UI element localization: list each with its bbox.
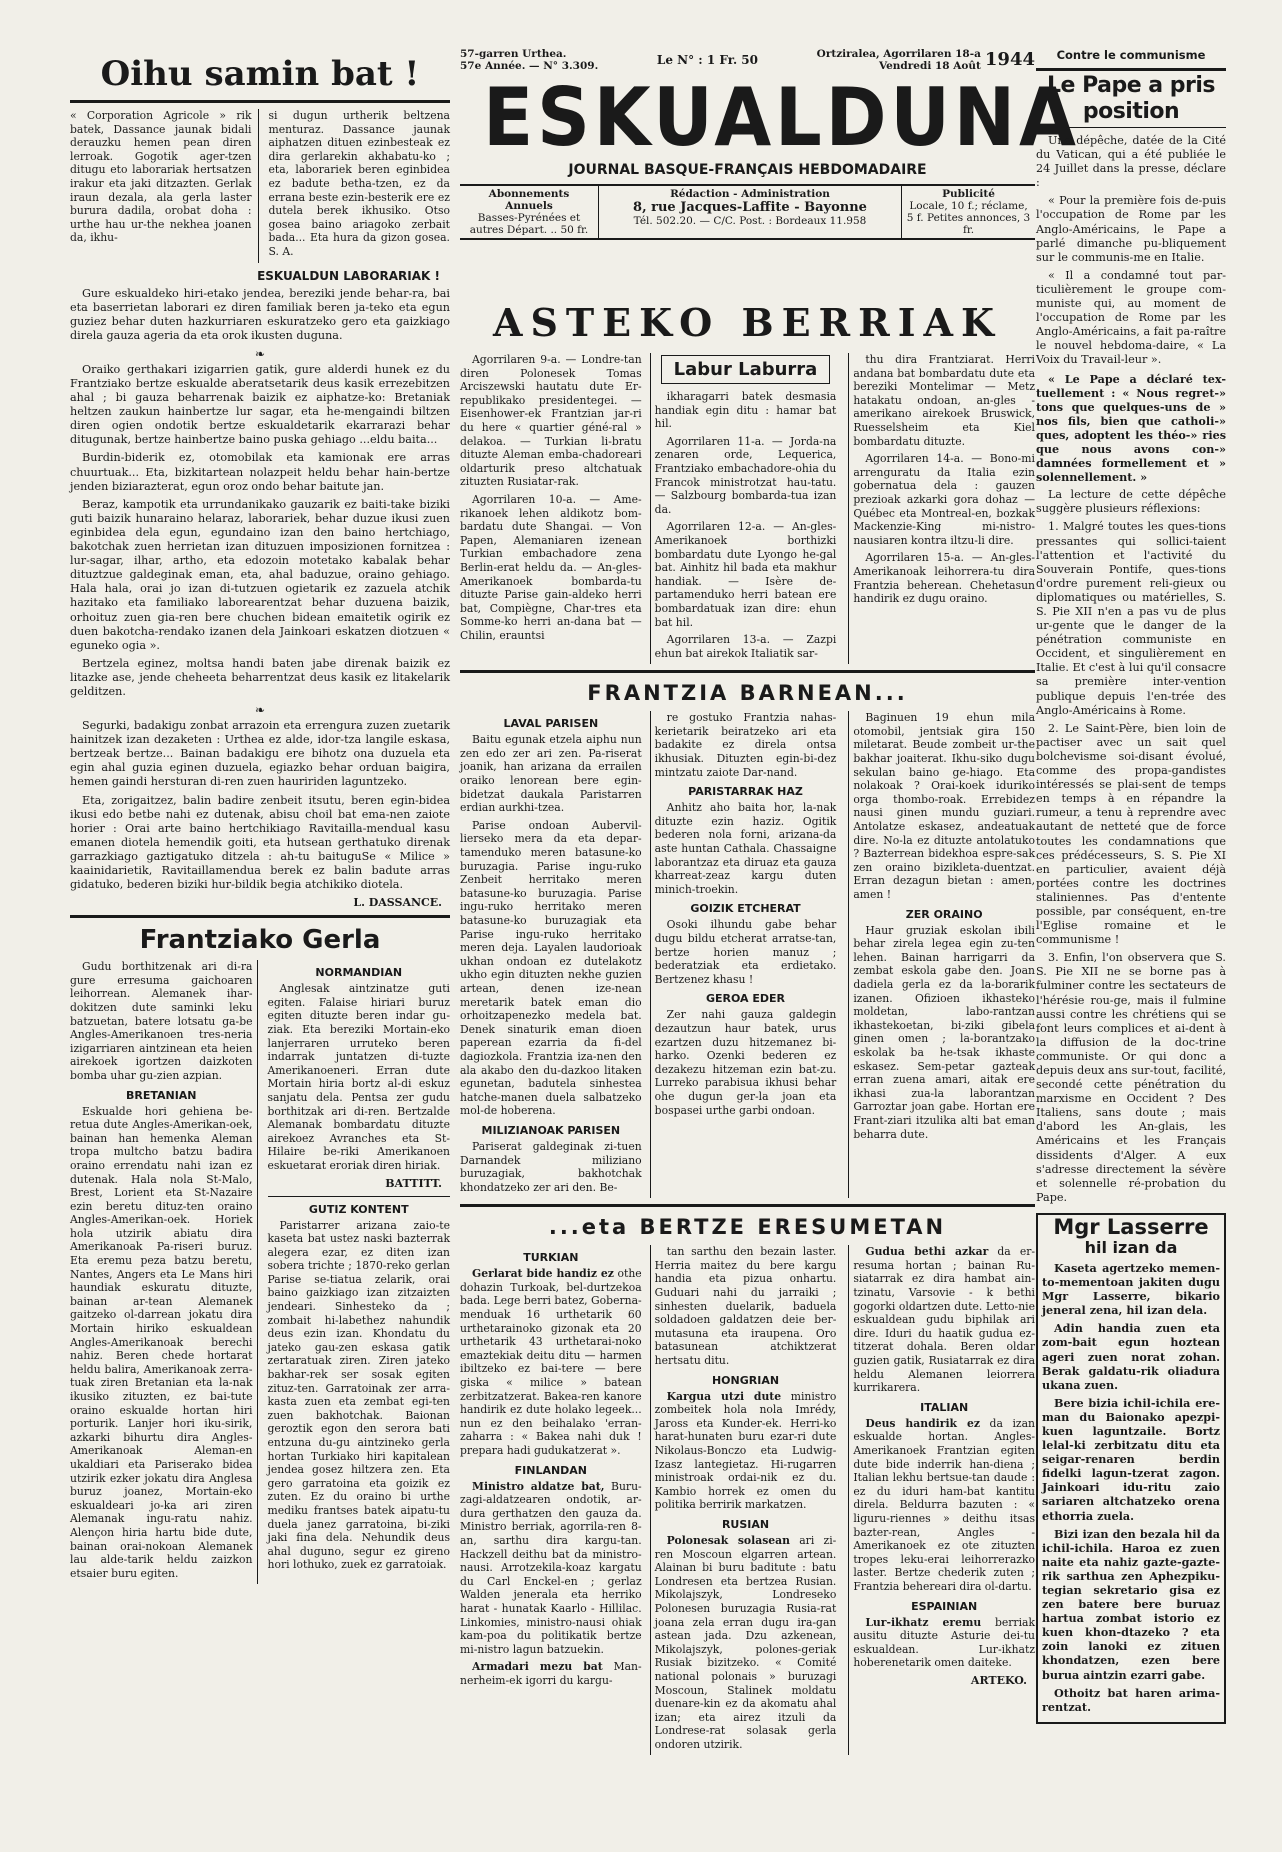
divider <box>460 670 1035 673</box>
lasserre-box <box>1036 1213 1226 1724</box>
oihu-intro-b: si dugun urtherik beltzena menturaz. Dassance jaunak aiphatzen dituen ezinbesteak ez dira gerlarekin akhabatu-ko ; eta, laborariek beren eginbidea ez badute betha-tzen, ez da errana beste ezin-besterik ere ez dutela berek ikhusiko. Otso gosea baino ariagoko zerbait bada... Eta hura da gizon gosea. S. A. <box>268 109 450 258</box>
oihu-p3: Burdin-biderik ez, otomobilak eta kamionak ere arras chuurtuak... Eta, bizkitartean nolazpeit heldu behar hain-bertze jenden biziarazterat, egun oroz ondo behar baitute jan. <box>70 451 450 493</box>
frantzia-c2: re gostuko Frantzia nahas-kerietarik beiratzeko ari eta badakite ez direla ontsa ikhusiak. Dituzten egin-bi-dez mintzatu zaiote Dar-nand. <box>654 711 837 779</box>
asteko-c3b: Agorrilaren 14-a. — Bono-mi arrenguratu da Italia ezin gobernatua dela : gauzen prezioak azkarki gora dohaz — Québec eta Montreal-en, bozkak Mackenzie-King mi-nistro-nausiaren kontra iltzu-li dire. <box>853 452 1036 547</box>
gudua-lead: Gudua bethi azkar <box>865 1245 989 1259</box>
oihu-p7: Eta, zorigaitzez, balin badire zenbeit itsutu, beren egin-bidea ikusi edo betbe nahi ez dutenak, abisu choil bat ema-nen zaiote horier : Orai arte baino hertchikiago Ravitailla-mendual kasu emanen diotela hemendik goiti, eta hutsean gerthatuko direnak garrazkiago gaztigatuko ditzela : ah-tu baituguSe « Milice » kaainidarietik, Ravitaillamendua berek ez balin badute arras gidatuko, bederen biziki hur-bildik begia atchikiko diotela. <box>70 793 450 892</box>
subscriptions-text: Basses-Pyrénées et autres Départ. .. 50 fr. <box>469 212 589 236</box>
divider <box>460 1204 1035 1207</box>
editorial-phone: Tél. 502.20. — C/C. Post. : Bordeaux 11.958 <box>633 215 867 227</box>
asteko-berriak-title: ASTEKO BERRIAK <box>492 300 1003 345</box>
bretanian-text: Eskualde hori gehiena be-retua dute Angles-Amerikan-oek, bainan han hemenka Aleman tropa multcho batzu badira oraino errendatu nahi izan ez dutenak. Hala nola St-Malo, Brest, Lorient eta St-Nazaire ezin beretu dituz-ten oraino Angles-Amerikan-oek. Horiek hola utzirik abiatu dira Amerikanoak Pa-riseri buruz. Eta eremu peza batzu beretu, Nantes, Angers eta Le Mans hiri haundiak eskuratu dituzte, bainan ar-tean Alemanek gaitzeko ol-darrean jokatu dira Mortain hiriko eskualdean Angles-Amerikanoak berechi nahiz. Beren chede hortarat heldu balira, Amerikanoak zerra-tuak ziren Bretanian eta la-nak ikusiko zituzten, ez bai-tute oraino eskualde hortan hiri porturik. Lanjer hori iku-sirik, azkarki bihurtu dira Angles-Amerikanoak Aleman-en ukaldiari eta Pariserako bidea utzirik ezker jokatu dira Anglesa buruz joanez, Mortain-eko eskualdeari jo-ka ari ziren Alemanak ingu-ratu nahiz. Alençon hiria hartu bide dute, bainan orai-nokoan Alemanek lau alde-tarik heldu zaizkon etsaier buru egiten. <box>70 1104 253 1580</box>
turkian-text: othe dohazin Turkoak, bel-durtzekoa bada. Lege berri batez, Goberna-menduak 16 urthetarik 60 urthetarainoko gizonak eta 20 urthetarik 43 urthetarai-noko emaztekiak deitu ditu — harmen ibiltzeko ez bai-tere — bere giska « milice » batean zerbitzatzerat. Bakea-ren kanore handirik ez dute holako legeek... nun ez den beihalako 'erran-zaharra : « Bakea nahi duk ! prepara hadi gudukatzerat ». <box>460 1267 642 1457</box>
bertze-c2: tan sarthu den bezain laster. Herria maitez du bere kargu handia eta pizua onhartu. Guduari nahi du jarraiki ; sinhesten duelarik, baduela soldadoen galdatzen deie ber-mutasuna eta iraupena. Oro batasunean atchiktzerat hertsatu ditu. <box>654 1245 837 1368</box>
dassance-signature: L. DASSANCE. <box>353 896 442 910</box>
milizianoak-head: MILIZIANOAK PARISEN <box>481 1123 621 1137</box>
zer-oraino-head: ZER ORAINO <box>905 907 983 921</box>
italian-lead: Deus handirik ez <box>865 1416 980 1430</box>
geroa-eder-head: GEROA EDER <box>705 992 786 1006</box>
pape-p5: La lecture de cette dépêche suggère plusieurs réflexions: <box>1036 488 1226 516</box>
pape-p3: « Il a condamné tout par-ticulièrement le groupe com-muniste qui, au moment de l'occupation de Rome par les Anglo-Américains, a fait pa-raître le nouvel hebdoma-daire, « La Voix du Travail-leur ». <box>1036 268 1226 367</box>
issue-info <box>460 48 598 72</box>
lasserre-title: Mgr Lasserre <box>1053 1214 1209 1239</box>
pape-kicker: Contre le communisme <box>1056 48 1206 62</box>
asteko-c2b: Agorrilaren 11-a. — Jorda-na zenaren orde, Lequerica, Frantziako embachadore-ohia du Francok ministrotzat hau-tatu. — Salzbourg bombarda-tua izan da. <box>654 434 837 516</box>
lasserre-p4: Bizi izan den bezala hil da ichil-ichila. Haroa ez zuen naite eta nahiz gazte-gazte-rik sarthua zen Aphezpiku-tegian sekretario gisa ez zen batere bere buruaz hartua zombat istorio ez kuen khon-dtazeko ? eta zoin lanoki ez zituen khondatzen, ezen bere burua aintzin ezarri gabe. <box>1042 1526 1220 1682</box>
paristarrak-head: PARISTARRAK HAZ <box>688 785 803 799</box>
espainian-lead: Lur-ikhatz eremu <box>865 1615 982 1629</box>
lasserre-p5: Othoitz bat haren arima-rentzat. <box>1042 1685 1220 1714</box>
milizianoak-text: Pariserat galdeginak zi-tuen Darnandek miliziano buruzagiak, bakhotchak khondatzeko zer ari den. Be- <box>460 1139 642 1194</box>
bretanian-head: BRETANIAN <box>125 1088 197 1102</box>
finlandan-text-2: Man-nerheim-ek igorri du kargu- <box>460 1660 642 1687</box>
gutiz-kontent-text: Paristarrer arizana zaio-te kaseta bat ustez naski bazterrak alegera ezar, ez diten izan sobera trichte ; 1870-reko gerlan Parise se-tiatua zelarik, orai baino gaizkiago izan zitzaizten jendeari. Sinhesteko da ; zombait hi-labethez nahundik deus ezin izan. Khondatu du jateko gau-zen eskasa gatik zertaratuak ziren. Ziren jateko bakhar-rek ser sosak egiten zituz-ten. Garratoinak zer arra-kasta zuen eta zembat egi-ten zuen bakhotchak. Baionan geroztik egon den serora bati entzuna du-gu aintzineko gerla hortan Turkiako hiri kapitalean jendea gosez hiltzera zen. Eta gero garratoina eta goizik ez zuten. Ez du oraino bi urthe mediku frantses batek aipatu-tu duela janez garratoina, bi-ziki jaki fina dela. Nehundik deus ahal duguno, segur ez gireno hori lothuko, zuek ez garratoiak. <box>267 1218 450 1572</box>
editorial-address: 8, rue Jacques-Laffite - Bayonne <box>633 200 867 215</box>
editorial-head: Rédaction - Administration <box>670 188 830 200</box>
laval-parisen-head: LAVAL PARISEN <box>503 717 599 731</box>
lasserre-p2: Adin handia zuen eta zom-bait egun hoztean ageri zuen norat zohan. Berak galdatu-rik oliadura ukana zuen. <box>1042 1321 1220 1392</box>
oihu-intro <box>70 109 450 263</box>
asteko-columns <box>460 353 1035 664</box>
center-column <box>460 290 1035 1755</box>
zer-oraino-text: Haur gruziak eskolan ibili behar zirela legea egin zu-ten lehen. Bainan harrigarri da zembat eskola gabe den. Joan dadiela gerla ez da la-borarik izanen. Ofizioen ikhasteko moldetan, labo-rantzan ikhastekoetan, bi-ziki gibela ginen omen ; la-borantzako eskolak ba he-tsak ikhaste eskasez. Sem-petar gazteak erran zuena amari, aitak ere ikhasi zua-la laborantzan Garroztar joan gabe. Hortan ere Frant-ziari itzulika alti bat eman beharra dute. <box>853 923 1036 1141</box>
right-column <box>1036 48 1226 1724</box>
asteko-c3: thu dira Frantziarat. Herri andana bat bombardatu dute eta bereziki Montelimar — Metz hatakatu ondoan, an-gles - amerikano airekoek Bruswick, Ruesselsheim eta Kiel bombardatu dituzte. <box>853 353 1036 448</box>
issue-year: 1944 <box>984 49 1035 70</box>
gerla-intro: Gudu borthitzenak ari di-ra gure erresuma gaichoaren leihorrean. Alemanek ihar-dokitzen dute saminki leku batzuetan, batere lotsatu ga-be Angles-Amerikanoen tres-neria izigarriaren aintzinean eta heien airekoek igortzen daizkoten bomba uhar gu-zien azpian. <box>70 960 253 1082</box>
finlandan-head: FINLANDAN <box>514 1463 588 1477</box>
geroa-eder-text: Zer nahi gauza galdegin dezautzun haur batek, urus ezartzen duzu hitzemanez bi-harko. Ozenki bederen ez dezakezu hitzeman ezin bat-zu. Lurreko parabisua ikhusi behar ohe dugun ger-la joan eta bospasei urthe garbi ondoan. <box>654 1008 837 1117</box>
asteko-c1b: Agorrilaren 10-a. — Ame-rikanoek lehen aldikotz bom-bardatu dute Shangai. — Von Papen, Alemaniaren izenean Turkian embachadore zena Berlin-erat heldu da. — An-gles-Amerikanoek bombarda-tu dituzte Parise gain-aldeko herri bat, Compiègne, Char-tres eta Somme-ko herri an-dana bat — Chilin, erauntsi <box>460 492 642 642</box>
divider <box>268 1196 451 1197</box>
issue-date <box>817 48 1035 72</box>
espainian-text: berriak ausitu dituzte Asturie dei-tu eskualdean. Lur-ikhatz hoberenetarik omen daiteke. <box>853 1615 1036 1670</box>
paristarrak-text: Anhitz aho baita hor, la-nak dituzte ezin haziz. Ogitik bederen nola forni, arizana-da aste huntan Cathala. Chassaigne laborantzaz eta diruaz eta gauza kharreat-zeaz kargu duten minich-troekin. <box>654 801 837 896</box>
lasserre-subtitle: hil izan da <box>1084 1237 1178 1257</box>
eskualdun-laborariak-head: ESKUALDUN LABORARIAK ! <box>257 268 440 283</box>
gerla-columns <box>70 960 450 1584</box>
pape-p6: 1. Malgré toutes les ques-tions pressantes qui sollici-taient l'attention et l'activité du Souverain Pontife, ques-tions d'ordre purement reli-gieux ou diplomatiques ou matérielles, S. S. Pie XII n'en a pas vu de plus ur-gente que le danger de la pénétration communiste en Occident, et singulièrement en Italie. Et c'est à lui qu'il consacre sa première inter-vention publique depuis l'en-trée des Anglo-Américains à Rome. <box>1036 520 1226 717</box>
oihu-p1: Gure eskualdeko hiri-etako jendea, bereziki jende behar-ra, bai eta baserrietan laborari ez diren familiak beren ja-teko eta egun guziez behar duten hazkurriaren eskuratzeko gero eta gaizkiago direla gauza ageria da eta orok ikusten duguna. <box>70 286 450 342</box>
hongrian-lead: Kargua utzi dute <box>666 1389 782 1403</box>
bertze-eresumetan-title: ...eta BERTZE ERESUMETAN <box>548 1215 947 1240</box>
rusian-lead: Polonesak solasean <box>666 1533 791 1547</box>
oihu-p4: Beraz, kampotik eta urrundanikako gauzarik ez baiti-take biziki guti baizik hunaraino helaraz, laborariek, behar duzue ikusi zuen eginbidea dela egun, egundaino izan den baino hertchiago, bakotchak zuen herrietan izan dituzuen imposizionen fornitzea : lur-sagar, ilhar, artho, eta edozoin motetako kabalak behar dituztzue galdeginak eman, eta, ahal baduzue, oraino gehiago. Hala hala, orai jo izan di-tutzuen ogietarik ez zazuela atchik hazitako eta familiako laborearentzat behar duzuena baizik, orhoituz zuen gia-ren bere chuchen bidean emaitetik ogirik ez duen bakotcha-rendako izanen dela Jainkoari eskatzen diotzuen « eguneko ogia ». <box>70 497 450 652</box>
rusian-head: RUSIAN <box>721 1517 770 1531</box>
subscriptions-head: Abonnements Annuels <box>488 188 570 212</box>
ornament: ❧ <box>254 703 266 718</box>
oihu-p6: Segurki, badakigu zonbat arrazoin eta errengura zuzen zuetarik hainitzek izan dezaketen : Urthea ez alde, idor-tza langile eskasa, bertzeak bertze... Bainan badakigu ere bihotz ona duzuela eta egin ahal guzia eginen duzuela, egiazko behar orduan baigira, hemen gaindi hersturan di-ren zuen hauririden laguntzeko. <box>70 719 450 789</box>
gudua-text: da er-resuma hortan ; bainan Ru-siatarrak ez dira hambat ain-tzinatu, Varsovie - k bethi gogorki oldartzen dute. Letto-nie eskualdean gudu biphilak ari dire. Iduri du haatik gudua ez-titzerat dohala. Beren oldar guzien gatik, Rusiatarrak ez dira heldu Alemanen leiorrera kurrikarera. <box>853 1245 1036 1395</box>
asteko-c2d: Agorrilaren 13-a. — Zazpi ehun bat airekok Italiatik sar- <box>654 633 837 660</box>
issue-price: Le N° : 1 Fr. 50 <box>656 53 759 67</box>
divider <box>70 100 450 103</box>
hongrian-head: HONGRIAN <box>711 1373 780 1387</box>
lasserre-p1: Kaseta agertzeko memen-to-mementoan jakiten dugu Mgr Lasserre, bikario jeneral zena, hil izan dela. <box>1042 1260 1220 1318</box>
masthead-top-line <box>460 48 1035 72</box>
date-french: Vendredi 18 Août <box>878 60 981 72</box>
frantzia-columns <box>460 711 1035 1198</box>
rusian-text: ari zi-ren Moscoun elgarren artean. Alainan bi buru baditute : batu Londresen eta bertzea Rusian. Mikolajszyk, Londreseko Polonesen buruzagia Rusia-rat joana zela erran dugu ira-gan astean jada. Dzu azkenean, Mikolajszyk, polones-geriak Rusiak bizitzeko. « Comité national polonais » buruzagi Moscoun, Stalinek moldatu duenare-kin ez da akomatu ahal izan; eta airez itzuli da Londrese-rat solasak gerla ondoren utzirik. <box>654 1533 837 1751</box>
asteko-c2c: Agorrilaren 12-a. — An-gles-Amerikanoek borthizki bombardatu dute Lyongo he-gal bat. Ainhitz hil bada eta makhur handiak. — Isère de-partamenduko herri batean ere bombardatuak izan dire: ehun bat hil. <box>654 520 837 629</box>
hongrian-text: ministro zombeitek hola nola Imrédy, Jaross eta Kunder-ek. Herri-ko harat-hunaten buru ezar-ri dute Nikolaus-Bonczo eta Ludwig-Izasz lantegietaz. Hi-rugarren ministroak ordai-nik ez du. Kambio horrek ez omen du politika berririk markatzen. <box>654 1389 837 1512</box>
bertze-columns <box>460 1245 1035 1755</box>
left-column <box>70 48 450 1584</box>
laval-text-2: Parise ondoan Aubervil-lierseko mera da eta depar-tamenduko meren batasune-ko buruzagia. Parise ingu-ruko Zenbeit herritako meren batasune-ko buruzagia. Parise ingu-ruko herritako meren batasune-ko buruzagiak eta Parise ingu-ruko herritako meren deja. Layalen laudorioak ukhan ondoan ez dutelakotz ukho egin dituzten nekhe guzien artean, denen ize-nean meretarik batek eman dio orhoitzapenezko medela bat. Denek sinaturik eman dioen paperean ezarria da fi-del dagiozkola. Frantzia iza-nen den ala akabo den du-dazkoo litaken egunetan, badutela sinhestea hatche-manen duela salbatzeko mol-de hoberena. <box>460 818 642 1118</box>
laval-text: Baitu egunak etzela aiphu nun zen edo zer ari zen. Pa-riserat joanik, han arizana da errailen oraiko lenorean bere egin-bidetzat daukala Paristarren erdian aurkhi-tzea. <box>460 733 642 815</box>
advertising-text: Locale, 10 f.; réclame, 5 f. Petites annonces, 3 fr. <box>906 200 1031 236</box>
gutiz-kontent-head: GUTIZ KONTENT <box>308 1202 409 1216</box>
pape-p1: Une dépêche, datée de la Cité du Vatican, qui a été publiée le 24 Juillet dans la presse, déclare : <box>1036 134 1226 190</box>
asteko-c2: ikharagarri batek desmasia handiak egin ditu : hamar bat hil. <box>654 390 837 431</box>
finlandan-text: Buru-zagi-aldatzearen ondotik, ar-dura gerthatzen den gauza da. Ministro berriak, agorrila-ren 8-an, sarthu dira kargu-tan. Hackzell deithu bat da ministro-nausi. Arrotzekila-koaz kargatu du Carl Enckel-en ; gerlaz Walden jenerala eta herriko harat - hunatak Kaarlo - Hillilac. Linkomies, ministro-nausi ohiak kam-poa du politikatik bertze mi-nistro lagun batzuekin. <box>460 1479 642 1656</box>
advertising-head: Publicité <box>942 188 995 200</box>
pape-title: Le Pape a pris position <box>1036 68 1226 128</box>
finlandan-lead: Ministro aldatze bat, <box>472 1479 605 1493</box>
espainian-head: ESPAINIAN <box>911 1599 978 1613</box>
frantziako-gerla-title: Frantziako Gerla <box>139 925 381 956</box>
asteko-c1: Agorrilaren 9-a. — Londre-tan diren Polonesek Tomas Arciszewski hautatu dute Er-republikako presidentegei. — Eisenhower-ek Frantzian jar-ri du here « quartier géné-ral » delakoa. — Turkian li-bratu dituzte Aleman emba-chadoreari oldarturik preso altchatuak zituzten Rusiatar-rak. <box>460 353 642 489</box>
oihu-p2: Oraiko gerthakari izigarrien gatik, gure alderdi hunek ez du Frantziako bertze eskualde aberatsetarik deus kasik errezebitzen ahal ; bi gauza beharrenak baizik ez aiphatze-ko: Bretaniak heltzen zaukun hainbertze lur sagar, eta he-mengaindi biltzen diren ogien ondotik bertze eskualdetarik ekarrarazi behar ditugunak, bertze hainbertze baino puska gehiago ...eldu baita... <box>70 362 450 447</box>
turkian-lead: Gerlarat bide handiz ez <box>472 1267 614 1281</box>
masthead-info-boxes <box>460 184 1035 240</box>
arteko-signature: ARTEKO. <box>970 1673 1028 1687</box>
normandian-text: Anglesak aintzinatze guti egiten. Falaise hiriari buruz egiten dituzte beren indar gu-ziak. Eta bereziki Mortain-eko lanjerraren urruteko beren indarrak juntatzen di-tuzte Amerikanoeneri. Erran dute Mortain hiria bortz al-di eskuz sanjatu dela. Pentsa zer gudu borthitzak ari di-ren. Bertzalde Alemanak bombardatu dituzte airekoez Avranches eta St-Hilaire be-riki Amerikanoen eskuetarat eroriak diren hiriak. <box>267 982 450 1172</box>
pape-p7: 2. Le Saint-Père, bien loin de pactiser avec un sait quel bolchevisme soi-disant évolué, comme des propa-gandistes intéressés se plai-sent de temps en temps à en répandre la rumeur, a tenu à reprendre avec autant de netteté que de force toutes les condamnations que ces prédécesseurs, S. S. Pie XI en particulier, avaient déjà portées contre les doctrines staliniennes. Pas d'entente possible, par conséquent, en-tre l'Eglise romaine et le communisme ! <box>1036 721 1226 947</box>
pape-p8: 3. Enfin, l'on observera que S. S. Pie XII ne se borne pas à fulminer contre les sectateurs de l'hérésie rou-ge, mais il fulmine aussi contre les chrétiens qui se font leurs complices et ai-dent à la diffusion de la doc-trine communiste. Or qui donc a depuis deux ans sur-tout, facilité, secondé cette pénétration du marxisme en Occident ? Des Italiens, sans doute ; mais d'abord les An-glais, les Américains et les Français dissidents d'Alger. A eux s'adresse directement la sévère et solennelle ré-probation du Pape. <box>1036 951 1226 1204</box>
goizik-text: Osoki ilhundu gabe behar dugu bildu etcherat arratse-tan, bertze horien manuz ; bederatziak eta erdietako. Bertzenez khasu ! <box>654 918 837 986</box>
pape-p4: « Le Pape a déclaré tex-tuellement : « Nous regret-» tons que quelques-uns de » nos fils, bien que catholi-» ques, adoptent les théo-» ries que nous avons con-» damnées formellement et » solennellement. » <box>1036 371 1226 485</box>
italian-head: ITALIAN <box>920 1400 969 1414</box>
oihu-intro-a: « Corporation Agricole » rik batek, Dassance jaunak bidali derauzku hemen pean diren lerroak. Gogotik ager-tzen ditugu eto laborariak hertsatzen irakur eta jaki ditzazten. Gerlak iraun dezala, ala gerla laster burura dadila, orobat doha : urthe hau ur-the nekhea joanen da, ikhu- <box>70 109 252 245</box>
oihu-title: Oihu samin bat ! <box>100 54 420 94</box>
italian-text: da izan eskualde hortan. Angles-Amerikanoek Frantzian egiten dute bide inderrik han-diena ; Italian lekhu bertsue-tan daude : ez du iduri ham-bat kantitu direla. Beldurra bazuten : « liguru-riennes » deithu itsas bazter-rean, Angles - Amerikanoek ez ote zituzten tropes leku-erai leihorrerazko laster. Bertze chederik zuten ; Frantzia behereari dira ol-dartu. <box>853 1416 1036 1593</box>
finlandan-lead-2: Armadari mezu bat <box>472 1660 603 1674</box>
frantzia-barnean-title: FRANTZIA BARNEAN... <box>587 681 908 706</box>
issue-line-2: 57e Année. — N° 3.309. <box>460 60 599 72</box>
ornament: ❧ <box>254 346 266 361</box>
lasserre-p3: Bere bizia ichil-ichila ere-man du Baionako apezpi-kuen laguntzaile. Bortz lelal-ki zerbitzatu ditu eta seigar-renaren berdin fidelki lagun-tzerat zagon. Jainkoari idu-ritu zaio sariaren altchatzeko orena ethorria zuela. <box>1042 1395 1220 1523</box>
pape-p2: « Pour la première fois de-puis l'occupation de Rome par les Anglo-Américains, le Pape a parlé dimanche pu-bliquement sur le communis-me en Italie. <box>1036 194 1226 264</box>
labur-laburra-title: Labur Laburra <box>661 355 831 384</box>
battitt-signature: BATTITT. <box>385 1176 442 1190</box>
divider <box>70 915 450 918</box>
frantzia-c3: Baginuen 19 ehun mila otomobil, jentsiak gira 150 miletarat. Beude zombeit ur-the bakhar joaiterat. Ikhu-siko dugu sekulan baino ge-hiago. Eta nolakoak ? Orai-koek iduriko orga thombo-roak. Errebidez nausi ginen mundu guziari. Antolatze eskasez, andeatuak dire. No-la ez dituzte antolatuko ? Bazterrean bidekhoa espre-sak zen oraino bizikleta-duentzat. Erran dezagun bietan : amen, amen ! <box>853 711 1036 901</box>
normandian-head: NORMANDIAN <box>315 966 403 980</box>
newspaper-subtitle: JOURNAL BASQUE-FRANÇAIS HEBDOMADAIRE <box>568 162 927 178</box>
goizik-head: GOIZIK ETCHERAT <box>690 902 801 916</box>
newspaper-title: ESKUALDUNA <box>483 71 1080 164</box>
oihu-p5: Bertzela eginez, moltsa handi baten jabe direnak baizik ez litazke ase, jende cheheeta beharrentzat deus kasik ez litakelarik gelditzen. <box>70 656 450 698</box>
turkian-head: TURKIAN <box>523 1251 579 1265</box>
masthead <box>460 48 1080 240</box>
issue-line-1: 57-garren Urthea. <box>460 48 567 60</box>
date-basque: Ortziralea, Agorrilaren 18-a <box>816 48 981 60</box>
asteko-c3c: Agorrilaren 15-a. — An-gles-Amerikanoak leihorrera-tu dira Frantzia beherean. Chehetasun handirik ez dugu oraino. <box>853 551 1036 606</box>
